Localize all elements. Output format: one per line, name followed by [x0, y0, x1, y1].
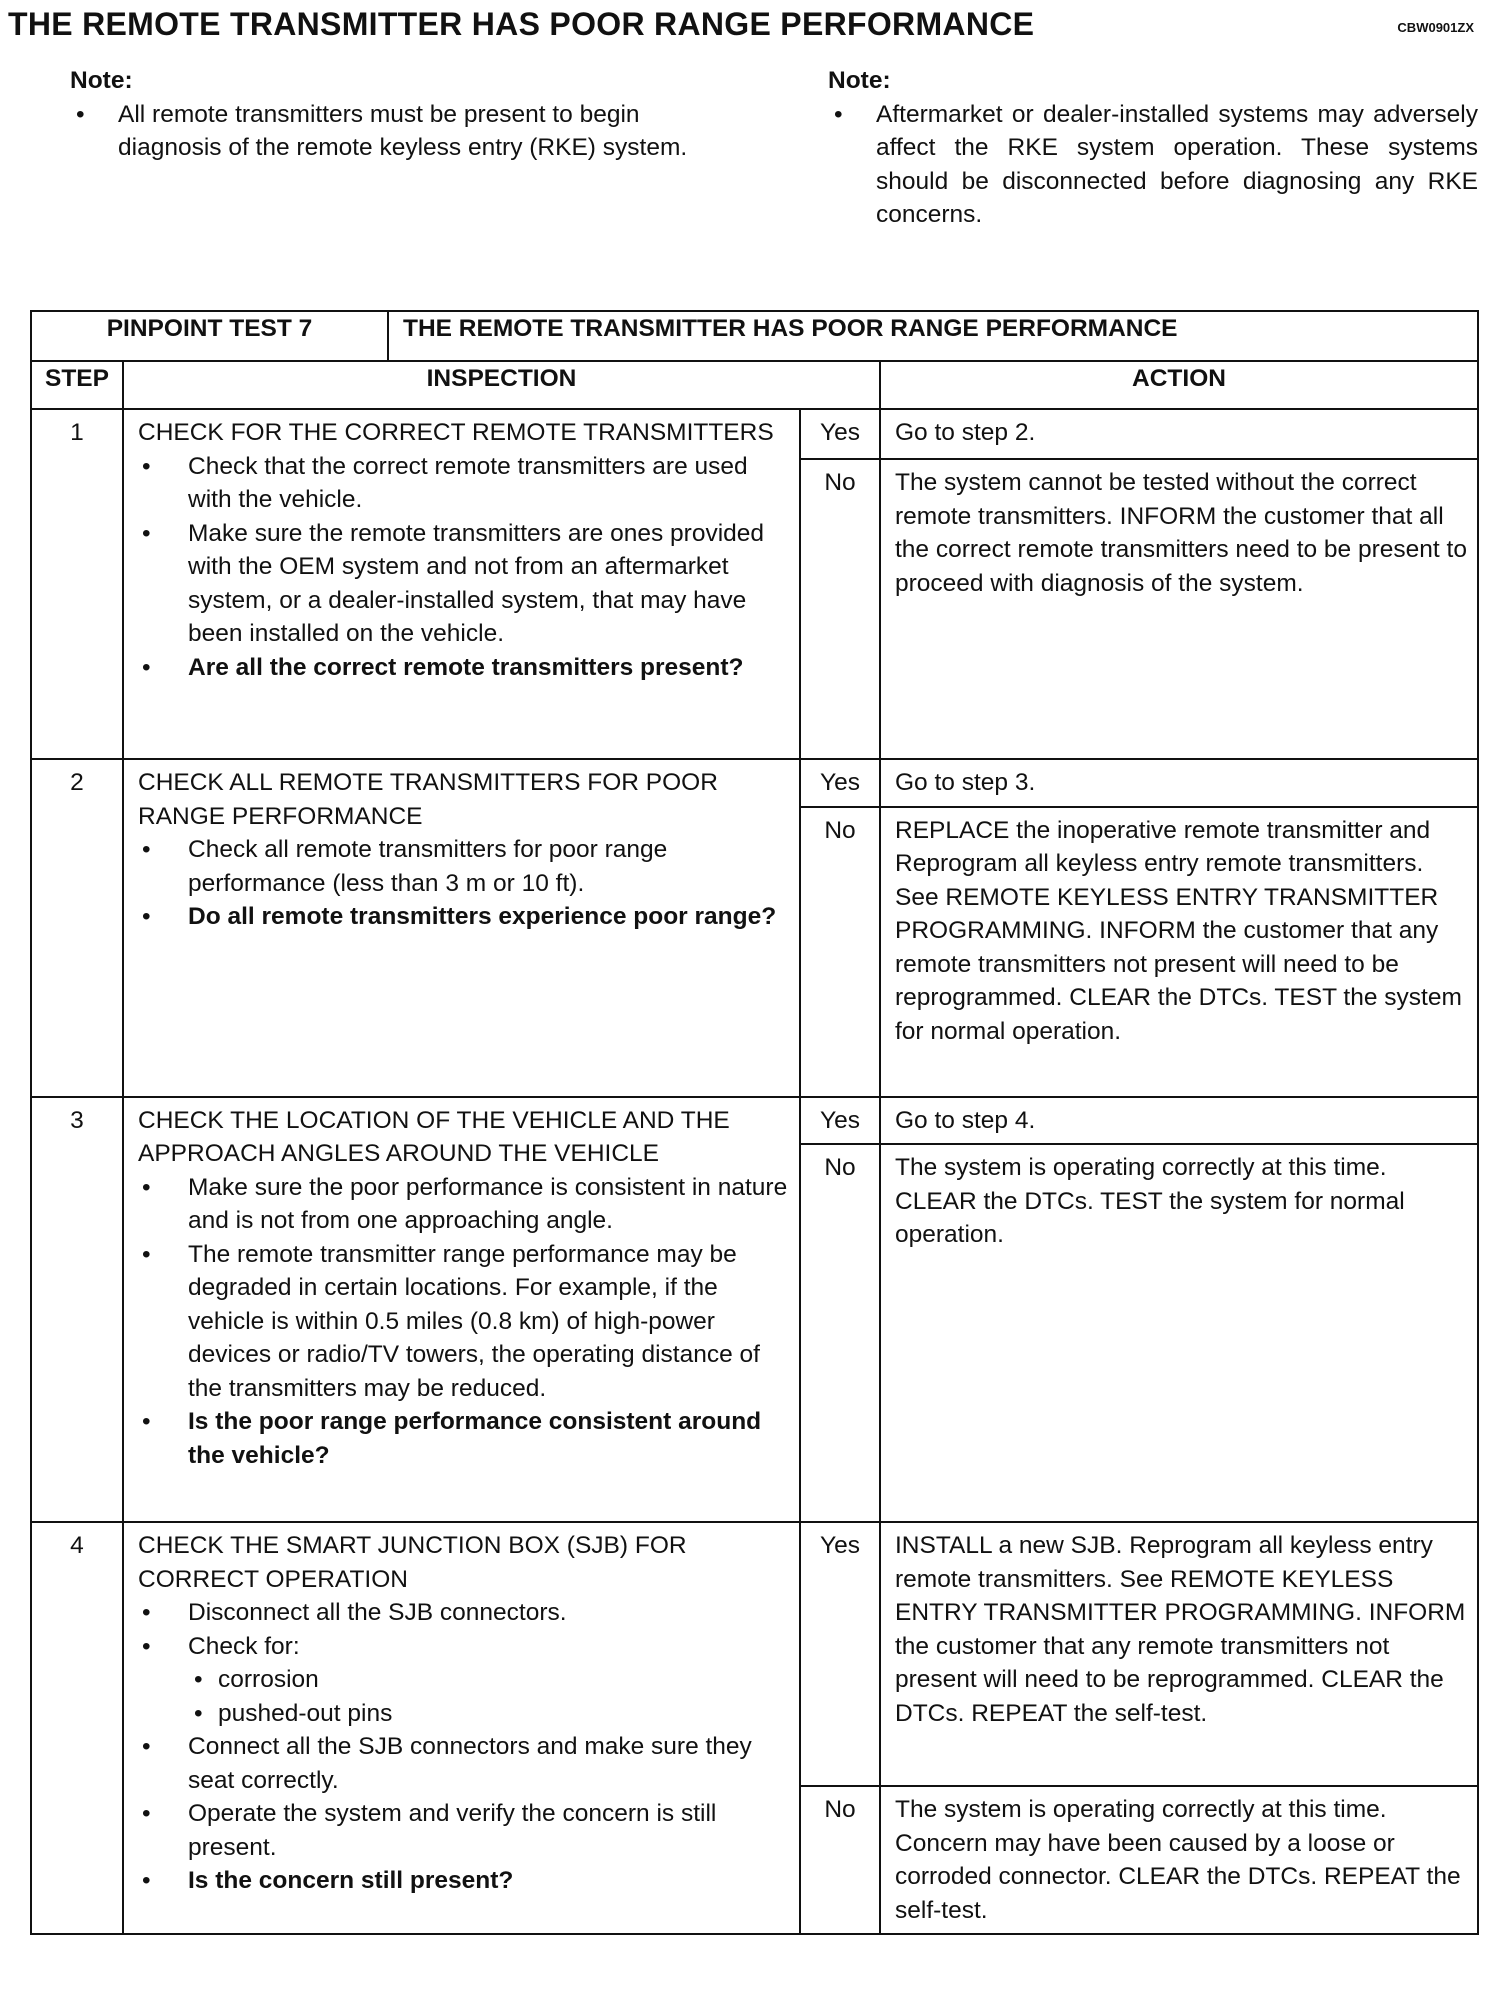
step-number: 3 — [31, 1097, 123, 1523]
inspection-sub-item — [138, 1697, 791, 1731]
inspection-sub-item-text: corrosion — [218, 1666, 319, 1693]
bullet: • — [142, 653, 151, 681]
inspection-item — [138, 1630, 791, 1664]
note-item — [828, 98, 1478, 232]
step-number: 4 — [31, 1522, 123, 1934]
action-yes: Go to step 4. — [880, 1097, 1478, 1145]
inspection-cell — [123, 409, 800, 759]
inspection-question — [138, 1864, 791, 1898]
step-row — [31, 1097, 1478, 1145]
pinpoint-test-table — [30, 310, 1479, 1935]
inspection-item-text: Make sure the remote transmitters are ones provided with the OEM system and not from an aftermarket system, or a dealer-installed system, that may have been installed on the vehicle. — [188, 519, 765, 647]
action-no: The system cannot be tested without the correct remote transmitters. INFORM the customer that all the correct remote transmitters need to be present to proceed with diagnosis of the system. — [880, 459, 1478, 759]
bullet: • — [194, 1666, 203, 1693]
bullet: • — [142, 836, 151, 863]
bullet: • — [194, 1699, 203, 1727]
inspection-item — [138, 1238, 791, 1406]
pinpoint-test-title: THE REMOTE TRANSMITTER HAS POOR RANGE PERFORMANCE — [388, 311, 1478, 361]
pinpoint-test-body — [31, 311, 1478, 1934]
bullet: • — [142, 1733, 151, 1760]
no-label: No — [800, 459, 880, 759]
bullet: • — [142, 519, 151, 547]
note-right — [828, 64, 1478, 232]
page-title: THE REMOTE TRANSMITTER HAS POOR RANGE PERFORMANCE — [8, 6, 1035, 42]
step-number: 1 — [31, 409, 123, 759]
bullet: • — [76, 100, 85, 128]
inspection-item-text: Check all remote transmitters for poor range performance (less than 3 m or 10 ft). — [188, 836, 668, 897]
no-label: No — [800, 807, 880, 1097]
inspection-item-text: Disconnect all the SJB connectors. — [188, 1599, 567, 1626]
step-row — [31, 409, 1478, 459]
bullet: • — [142, 1240, 151, 1268]
bullet: • — [142, 1800, 151, 1827]
bullet: • — [142, 1867, 151, 1894]
action-yes: INSTALL a new SJB. Reprogram all keyless entry remote transmitters. See REMOTE KEYLESS ENTRY TRANSMITTER PROGRAMMING. INFORM the customer that any remote transmitters not present will need to be reprogrammed. CLEAR the DTCs. REPEAT the self-test. — [880, 1522, 1478, 1786]
action-yes: Go to step 3. — [880, 759, 1478, 807]
note-left — [70, 64, 730, 165]
yes-label: Yes — [800, 759, 880, 807]
bullet: • — [142, 1173, 151, 1201]
note-item — [70, 98, 730, 165]
note-text: All remote transmitters must be present to begin diagnosis of the remote keyless entry (RKE) system. — [118, 100, 688, 161]
inspection-item-text: Operate the system and verify the concern is still present. — [188, 1800, 717, 1861]
note-text: Aftermarket or dealer-installed systems may adversely affect the RKE system operation. These systems should be disconnected before diagnosing any RKE concerns. — [876, 100, 1478, 228]
inspection-item-text: Do all remote transmitters experience poor range? — [188, 903, 777, 930]
inspection-item — [138, 1797, 791, 1864]
bullet: • — [142, 1408, 151, 1435]
inspection-question — [138, 1405, 791, 1472]
inspection-title: CHECK FOR THE CORRECT REMOTE TRANSMITTERS — [138, 419, 774, 446]
action-yes: Go to step 2. — [880, 409, 1478, 459]
inspection-question — [138, 651, 791, 685]
inspection-cell — [123, 1522, 800, 1934]
inspection-item — [138, 1171, 791, 1238]
note-heading: Note: — [828, 67, 891, 94]
inspection-cell — [123, 1097, 800, 1523]
bullet: • — [142, 903, 151, 930]
figure-code: CBW0901ZX — [1397, 20, 1474, 35]
step-number: 2 — [31, 759, 123, 1097]
bullet: • — [142, 452, 151, 480]
step-row — [31, 759, 1478, 807]
step-row — [31, 1522, 1478, 1786]
inspection-item-text: Is the poor range performance consistent around the vehicle? — [188, 1408, 762, 1469]
action-no: The system is operating correctly at this time. CLEAR the DTCs. TEST the system for normal operation. — [880, 1144, 1478, 1522]
inspection-item-text: Make sure the poor performance is consistent in nature and is not from one approaching angle. — [188, 1173, 788, 1234]
inspection-item-text: Connect all the SJB connectors and make sure they seat correctly. — [188, 1733, 752, 1794]
inspection-item — [138, 450, 791, 517]
inspection-title: CHECK THE LOCATION OF THE VEHICLE AND THE APPROACH ANGLES AROUND THE VEHICLE — [138, 1106, 730, 1167]
inspection-item — [138, 1730, 791, 1797]
column-header-row — [31, 361, 1478, 409]
yes-label: Yes — [800, 1522, 880, 1786]
yes-label: Yes — [800, 1097, 880, 1145]
inspection-question — [138, 900, 791, 934]
action-no: REPLACE the inoperative remote transmitter and Reprogram all keyless entry remote transmitters. See REMOTE KEYLESS ENTRY TRANSMITTER PROGRAMMING. INFORM the customer that any remote transmitters not present will need to be reprogrammed. CLEAR the DTCs. TEST the system for normal operation. — [880, 807, 1478, 1097]
bullet: • — [834, 100, 843, 128]
inspection-title: CHECK THE SMART JUNCTION BOX (SJB) FOR CORRECT OPERATION — [138, 1532, 687, 1593]
inspection-item — [138, 1596, 791, 1630]
note-heading: Note: — [70, 67, 133, 94]
bullet: • — [142, 1599, 151, 1626]
inspection-sub-item-text: pushed-out pins — [218, 1699, 393, 1727]
test-header-row — [31, 311, 1478, 361]
column-header-step: STEP — [31, 361, 123, 409]
inspection-item-text: Check that the correct remote transmitters are used with the vehicle. — [188, 452, 748, 513]
inspection-title: CHECK ALL REMOTE TRANSMITTERS FOR POOR RANGE PERFORMANCE — [138, 769, 718, 830]
bullet: • — [142, 1632, 151, 1660]
column-header-action: ACTION — [880, 361, 1478, 409]
action-no: The system is operating correctly at this time. Concern may have been caused by a loose or corroded connector. CLEAR the DTCs. REPEAT the self-test. — [880, 1786, 1478, 1934]
yes-label: Yes — [800, 409, 880, 459]
inspection-item-text: Is the concern still present? — [188, 1867, 514, 1894]
inspection-item — [138, 517, 791, 651]
inspection-sub-item — [138, 1663, 791, 1697]
column-header-inspection: INSPECTION — [123, 361, 880, 409]
no-label: No — [800, 1144, 880, 1522]
no-label: No — [800, 1786, 880, 1934]
inspection-item-text: Check for: — [188, 1632, 300, 1660]
inspection-item — [138, 833, 791, 900]
inspection-cell — [123, 759, 800, 1097]
inspection-item-text: The remote transmitter range performance may be degraded in certain locations. For example, if the vehicle is within 0.5 miles (0.8 km) of high-power devices or radio/TV towers, the operating distance of the transmitters may be reduced. — [188, 1240, 760, 1402]
inspection-item-text: Are all the correct remote transmitters present? — [188, 653, 744, 681]
pinpoint-test-label: PINPOINT TEST 7 — [31, 311, 388, 361]
